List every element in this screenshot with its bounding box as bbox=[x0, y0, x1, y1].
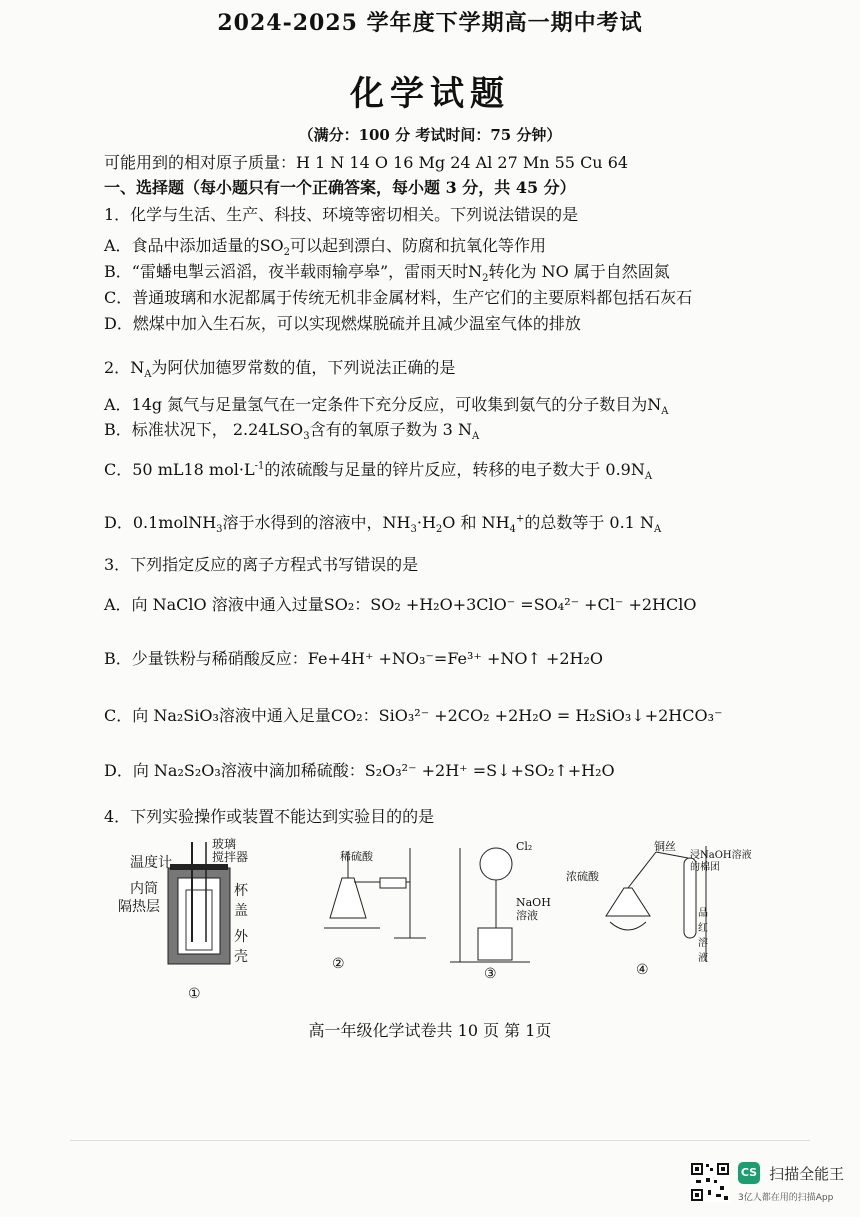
question-1-option-d: D．燃煤中加入生石灰，可以实现燃煤脱硫并且减少温室气体的排放 bbox=[104, 314, 581, 333]
score-line: （满分：100 分 考试时间：75 分钟） bbox=[298, 126, 562, 144]
page-footer: 高一年级化学试卷共 10 页 第 1页 bbox=[308, 1021, 552, 1040]
question-2-option-c: C．50 mL18 $mol\cdot L^{-1}$的浓硫酸与足量的锌片反应，转移的电子数大于 $0.9N_A$ bbox=[104, 460, 653, 483]
label-stirrer: 玻璃 搅拌器 bbox=[212, 837, 249, 864]
figure-1-number: ① bbox=[188, 986, 201, 1002]
label-cotton: 浸NaOH溶液 的棉团 bbox=[690, 850, 752, 873]
qr-code-icon bbox=[690, 1162, 730, 1202]
label-lid: 杯盖 bbox=[234, 883, 248, 919]
label-h2so4: 浓硫酸 bbox=[566, 870, 599, 883]
question-2-stem: 2．$N_A$为阿伏加德罗常数的值，下列说法正确的是 bbox=[104, 358, 456, 381]
divider bbox=[70, 1140, 810, 1141]
label-outer: 外壳 bbox=[234, 929, 248, 965]
figure-chlorine-setup bbox=[450, 838, 570, 988]
figure-copper-setup bbox=[566, 838, 752, 988]
label-insulation: 隔热层 bbox=[118, 899, 160, 915]
question-3-option-b: B．少量铁粉与稀硝酸反应：Fe+4H⁺ +NO₃⁻=Fe³⁺ +NO↑ +2H₂O bbox=[104, 649, 604, 668]
figure-4-number: ④ bbox=[636, 962, 649, 978]
question-3-stem: 3．下列指定反应的离子方程式书写错误的是 bbox=[104, 555, 419, 574]
label-water: 稀硫酸 bbox=[340, 850, 373, 863]
question-1-option-a: A．食品中添加适量的$SO_2$可以起到漂白、防腐和抗氧化等作用 bbox=[104, 236, 547, 259]
scanner-logo-icon: CS bbox=[738, 1162, 760, 1184]
scanner-brand bbox=[738, 1162, 844, 1184]
question-4-stem: 4．下列实验操作或装置不能达到实验目的的是 bbox=[104, 807, 435, 826]
section-title: 一、选择题（每小题只有一个正确答案，每小题 3 分，共 45 分） bbox=[104, 178, 576, 197]
question-2-option-b: B．标准状况下， $2.24LSO_3$含有的氧原子数为 3 $N_A$ bbox=[104, 420, 480, 443]
label-dye: 品红溶液 bbox=[698, 908, 708, 964]
scanner-tagline: 3亿人都在用的扫描App bbox=[738, 1193, 834, 1203]
figure-calorimeter bbox=[118, 837, 250, 1003]
figure-flask-setup bbox=[310, 838, 430, 978]
figure-2-number: ② bbox=[332, 956, 345, 972]
question-1-option-b: B．“雷蟠电掣云滔滔，夜半载雨输亭皋”，雷雨天时$N_2$转化为 NO 属于自然固氮 bbox=[104, 262, 670, 285]
label-naoh: NaOH 溶液 bbox=[516, 896, 551, 922]
label-inner: 内筒 bbox=[130, 881, 158, 897]
label-thermometer: 温度计 bbox=[130, 855, 172, 871]
figure-3-number: ③ bbox=[484, 966, 497, 982]
scanner-name: 扫描全能王 bbox=[769, 1164, 845, 1183]
exam-title: 2024-2025 学年度下学期高一期中考试 bbox=[217, 10, 643, 36]
subject-title: 化学试题 bbox=[350, 74, 510, 114]
question-2-option-d: D．0.1molNH$_3$溶于水得到的溶液中，$NH_3\cdot H_2O$ 和 $NH_4^+$的总数等于 0.1 $N_A$ bbox=[104, 513, 662, 536]
label-cu: 铜丝 bbox=[654, 840, 676, 853]
apparatus-figures bbox=[118, 837, 752, 1008]
atomic-masses: 可能用到的相对原子质量：H 1 N 14 O 16 Mg 24 Al 27 Mn 55 Cu 64 bbox=[104, 153, 629, 172]
question-3-option-c: C．向 Na₂SiO₃溶液中通入足量CO₂：SiO₃²⁻ +2CO₂ +2H₂O = H₂SiO₃↓+2HCO₃⁻ bbox=[104, 706, 723, 725]
chlorine-setup-drawing bbox=[450, 838, 570, 968]
question-3-option-d: D．向 Na₂S₂O₃溶液中滴加稀硫酸：S₂O₃²⁻ +2H⁺ =S↓+SO₂↑+H₂O bbox=[104, 761, 615, 780]
question-1-option-c: C．普通玻璃和水泥都属于传统无机非金属材料，生产它们的主要原料都包括石灰石 bbox=[104, 288, 693, 307]
label-cl2: Cl₂ bbox=[516, 840, 533, 853]
question-3-option-a: A．向 NaClO 溶液中通入过量SO₂：SO₂ +H₂O+3ClO⁻ =SO₄²⁻ +Cl⁻ +2HClO bbox=[104, 595, 697, 614]
question-2-option-a: A．14g 氮气与足量氢气在一定条件下充分反应，可收集到氨气的分子数目为$N_A$ bbox=[104, 395, 669, 418]
question-1-stem: 1．化学与生活、生产、科技、环境等密切相关。下列说法错误的是 bbox=[104, 205, 579, 224]
